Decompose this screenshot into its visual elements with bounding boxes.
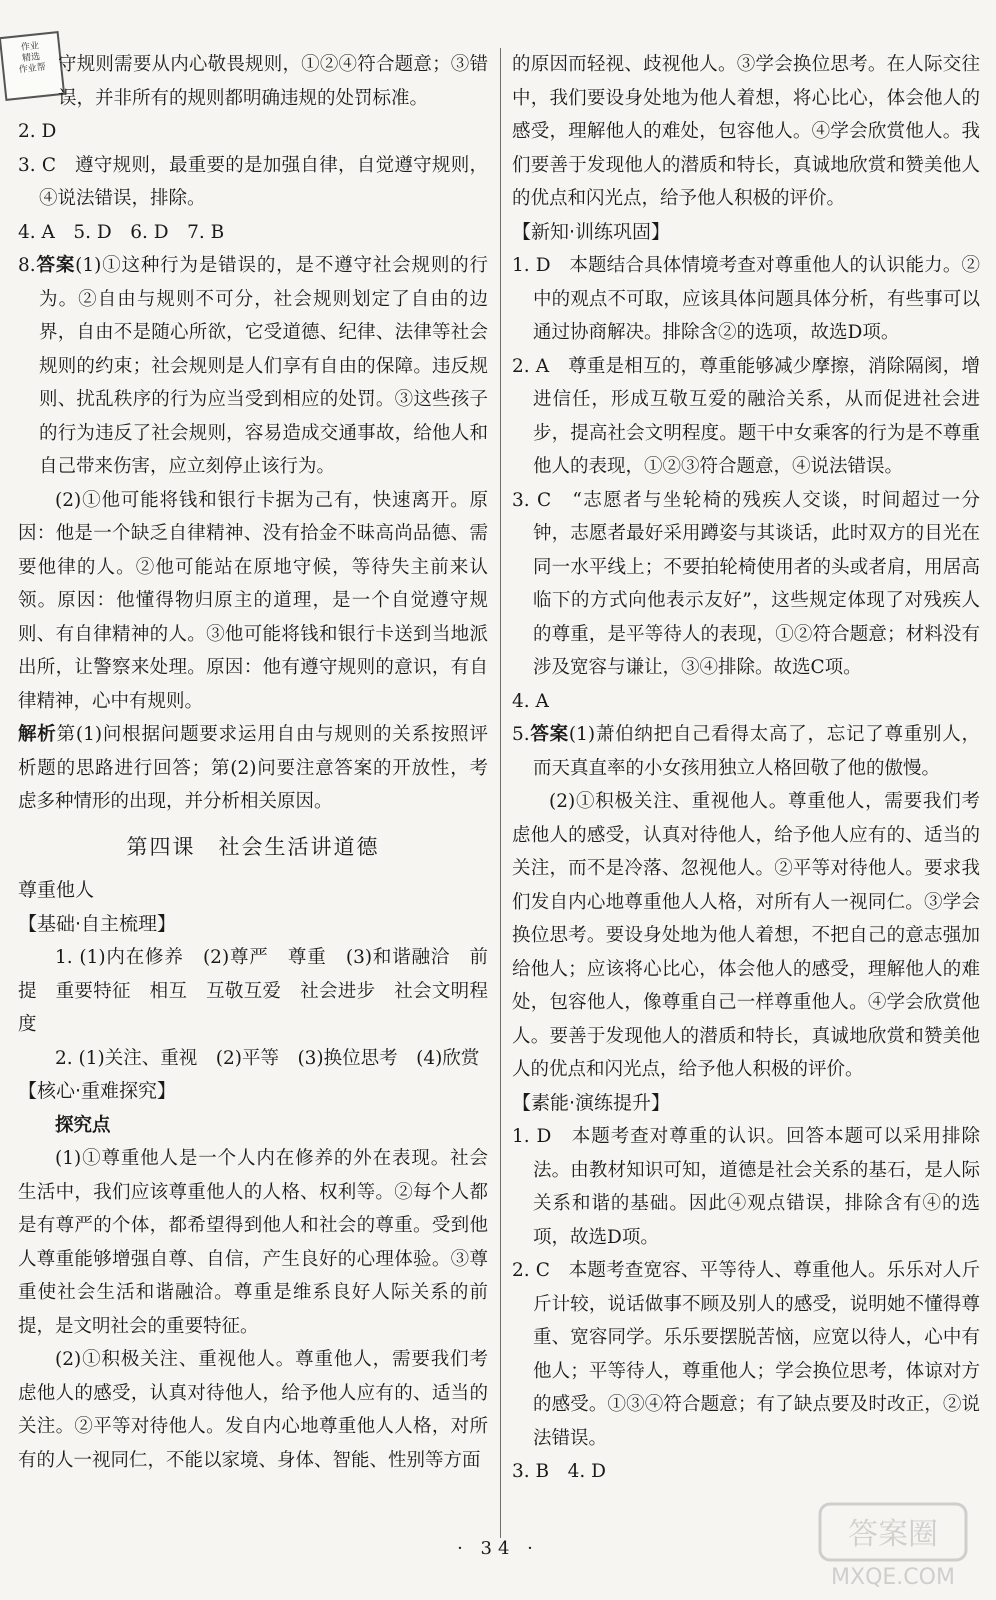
paragraph: (2)①积极关注、重视他人。尊重他人，需要我们考虑他人的感受，认真对待他人，给予他人应有的、适当的关注。②平等对待他人。发自内心地尊重他人人格，对所有的人一视同仁，不能以家境、身体、智能、性别等方面 bbox=[18, 1349, 488, 1471]
watermark-logo bbox=[818, 1500, 968, 1590]
column-divider bbox=[500, 48, 501, 1538]
answer-text: (1)萧伯纳把自己看得太高了，忘记了尊重别人，而天真直率的小女孩用独立人格回敬了他的傲慢。 bbox=[533, 724, 980, 779]
paragraph: (2)①他可能将钱和银行卡据为己有，快速离开。原因：他是一个缺乏自律精神、没有拾金不昧高尚品德、需要他律的人。②他可能站在原地守候，等待失主前来认领。原因：他懂得物归原主的道理，是一个自觉遵守规则、有自律精神的人。③他可能将钱和银行卡送到当地派出所，让警察来处理。原因：他有遵守规则的意识，有自律精神，心中有规则。 bbox=[18, 489, 488, 712]
lesson-title: 第四课 社会生活讲道德 bbox=[126, 834, 380, 859]
analysis-label: 解析 bbox=[18, 724, 57, 745]
stamp-logo: 作业 精选 作业帮 bbox=[0, 31, 65, 101]
page-number: · 34 · bbox=[457, 1538, 539, 1559]
svg-text:答案圈: 答案圈 bbox=[848, 1517, 938, 1552]
analysis-block bbox=[18, 718, 488, 819]
answer-block bbox=[512, 718, 980, 785]
answer-line: 3. C “志愿者与坐轮椅的残疾人交谈，时间超过一分钟，志愿者最好采用蹲姿与其谈话，此时双方的目光在同一水平线上；不要拍轮椅使用者的头或者肩，用居高临下的方式向他表示友好”，这些规定体现了对残疾人的尊重，是平等待人的表现，①②符合题意；材料没有涉及宽容与谦让，③④排除。故选C项。 bbox=[512, 489, 980, 678]
answer-label: 答案 bbox=[35, 255, 76, 276]
answer-block bbox=[18, 249, 488, 484]
answer-line: 3. C 遵守规则，最重要的是加强自律，自觉遵守规则，④说法错误，排除。 bbox=[18, 154, 488, 209]
subheading: 探究点 bbox=[55, 1114, 111, 1136]
section-heading: 【核心·重难探究】 bbox=[18, 1080, 177, 1102]
analysis-text: 第(1)问根据问题要求运用自由与规则的关系按照评析题的思路进行回答；第(2)问要注意答案的开放性，考虑多种情形的出现，并分析相关原因。 bbox=[18, 724, 488, 812]
answer-line: 4. A 5. D 6. D 7. B bbox=[18, 221, 225, 243]
section-heading: 【基础·自主梳理】 bbox=[18, 912, 177, 935]
right-column bbox=[512, 48, 980, 1489]
question-number: 5. bbox=[512, 724, 530, 745]
answer-line: 1. D 本题考查对尊重的认识。回答本题可以采用排除法。由教材知识可知，道德是社会关系的基石，是人际关系和谐的基础。因此④观点错误，排除含有④的选项，故选D项。 bbox=[512, 1126, 980, 1248]
section-heading: 【素能·演练提升】 bbox=[512, 1091, 671, 1114]
answer-line: 2. D bbox=[18, 121, 57, 142]
question-number: 8. bbox=[18, 255, 36, 276]
answer-line: 1. D 本题结合具体情境考查对尊重他人的认识能力。②中的观点不可取，应该具体问题具体分析，有些事可以通过协商解决。排除含②的选项，故选D项。 bbox=[512, 255, 980, 343]
answer-line: 3. B 4. D bbox=[512, 1461, 606, 1482]
topic-title: 尊重他人 bbox=[18, 879, 95, 901]
svg-text:MXQE.COM: MXQE.COM bbox=[831, 1565, 955, 1590]
answer-line: 2. C 本题考查宽容、平等待人、尊重他人。乐乐对人斤斤计较，说话做事不顾及别人的感受，说明她不懂得尊重、宽容同学。乐乐要摆脱苦恼，应宽以待人，心中有他人；平等待人，尊重他人；学会换位思考，体谅对方的感受。①③④符合题意；有了缺点要及时改正，②说法错误。 bbox=[512, 1260, 980, 1449]
answer-text: (1)①这种行为是错误的，是不遵守社会规则的行为。②自由与规则不可分，社会规则划定了自由的边界，自由不是随心所欲，它受道德、纪律、法律等社会规则的约束；社会规则是人们享有自由的保障。违反规则、扰乱秩序的行为应当受到相应的处罚。③这些孩子的行为违反了社会规则，容易造成交通事故，给他人和自己带来伤害，应立刻停止该行为。 bbox=[39, 255, 488, 477]
paragraph: (1)①尊重他人是一个人内在修养的外在表现。社会生活中，我们应该尊重他人的人格、权利等。②每个人都是有尊严的个体，都希望得到他人和社会的尊重。受到他人尊重能够增强自尊、自信，产生良好的心理体验。③尊重使社会生活和谐融洽。尊重是维系良好人际关系的前提，是文明社会的重要特征。 bbox=[18, 1148, 488, 1337]
paragraph: 的原因而轻视、歧视他人。③学会换位思考。在人际交往中，我们要设身处地为他人着想，将心比心，体会他人的感受，理解他人的难处，包容他人。④学会欣赏他人。我们要善于发现他人的潜质和特长，真诚地欣赏和赞美他人的优点和闪光点，给予他人积极的评价。 bbox=[512, 54, 980, 209]
paragraph: 2. (1)关注、重视 (2)平等 (3)换位思考 (4)欣赏 bbox=[55, 1047, 480, 1069]
answer-line: 2. A 尊重是相互的，尊重能够减少摩擦，消除隔阂，增进信任，形成互敬互爱的融洽关系，从而促进社会进步，提高社会文明程度。题干中女乘客的行为是不尊重他人的表现，①②③符合题意，④说法错误。 bbox=[512, 355, 980, 477]
paragraph: 守规则需要从内心敬畏规则，①②④符合题意；③错误，并非所有的规则都明确违规的处罚标准。 bbox=[58, 54, 488, 109]
paragraph: 1. (1)内在修养 (2)尊严 尊重 (3)和谐融洽 前提 重要特征 相互 互敬互爱 社会进步 社会文明程度 bbox=[18, 947, 488, 1035]
section-heading: 【新知·训练巩固】 bbox=[512, 220, 671, 243]
answer-label: 答案 bbox=[529, 724, 569, 745]
answer-line: 4. A bbox=[512, 690, 549, 712]
left-column bbox=[18, 48, 488, 1477]
paragraph: (2)①积极关注、重视他人。尊重他人，需要我们考虑他人的感受，认真对待他人，给予他人应有的、适当的关注，而不是冷落、忽视他人。②平等对待他人。要求我们发自内心地尊重他人人格，对所有人一视同仁。③学会换位思考。要设身处地为他人着想，不把自己的意志强加给他人；应该将心比心，体会他人的感受，理解他人的难处，包容他人，像尊重自己一样尊重他人。④学会欣赏他人。要善于发现他人的潜质和特长，真诚地欣赏和赞美他人的优点和闪光点，给予他人积极的评价。 bbox=[512, 791, 980, 1080]
